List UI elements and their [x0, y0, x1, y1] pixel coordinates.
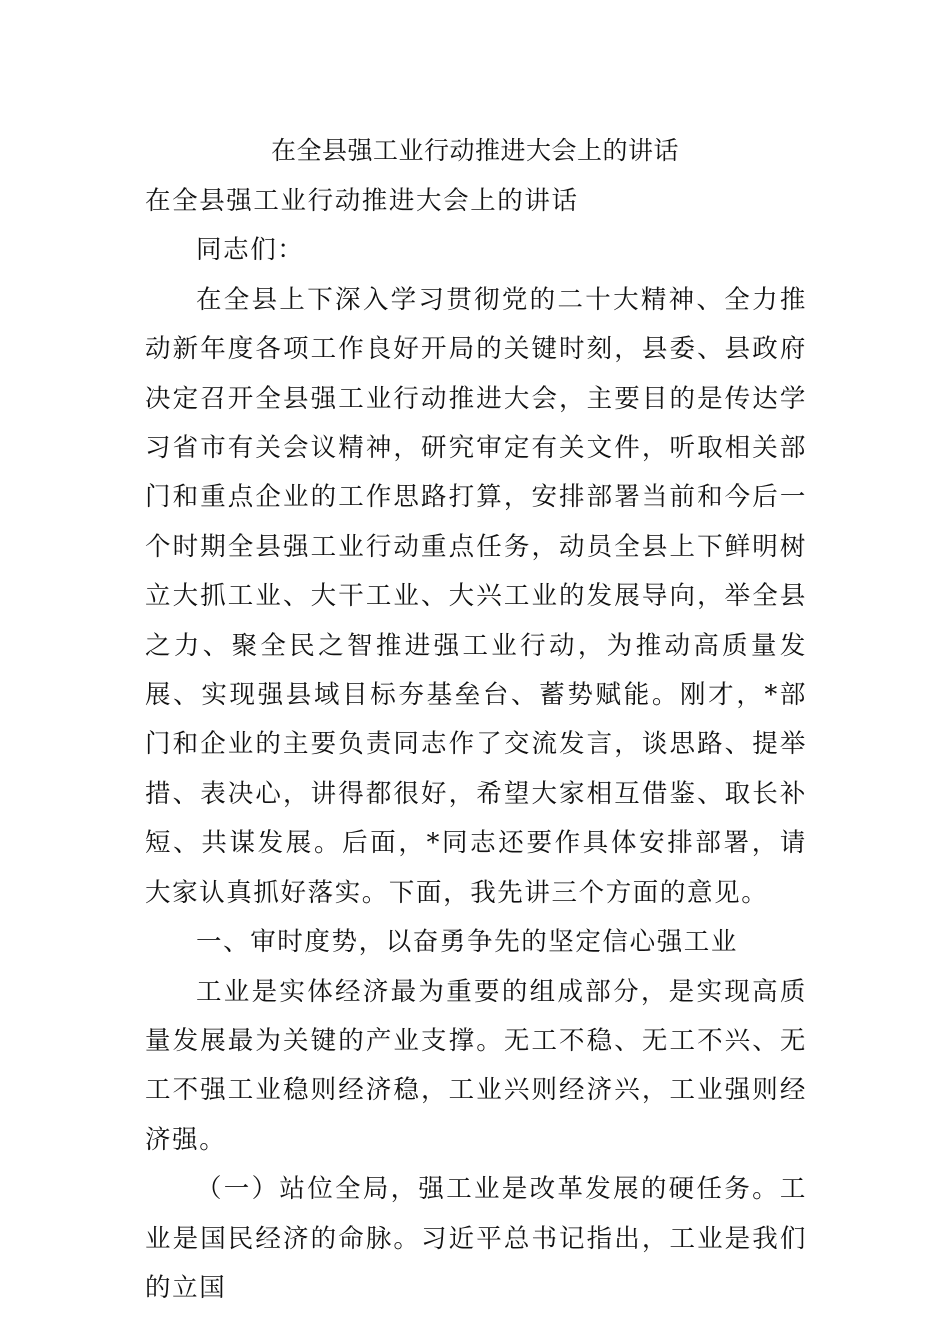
paragraph-subsection-1: （一）站位全局，强工业是改革发展的硬任务。工业是国民经济的命脉。习近平总书记指出，工业是我们的立国: [145, 1174, 807, 1303]
document-body: [145, 177, 807, 1313]
salutation: 同志们：: [196, 235, 305, 266]
section-heading-1: 一、审时度势，以奋勇争先的坚定信心强工业: [196, 927, 739, 958]
document-subtitle: 在全县强工业行动推进大会上的讲话: [145, 186, 579, 216]
paragraph-intro: 在全县上下深入学习贯彻党的二十大精神、全力推动新年度各项工作良好开局的关键时刻，县委、县政府决定召开全县强工业行动推进大会，主要目的是传达学习省市有关会议精神，研究审定有关文件，听取相关部门和重点企业的工作思路打算，安排部署当前和今后一个时期全县强工业行动重点任务，动员全县上下鲜明树立大抓工业、大干工业、大兴工业的发展导向，举全县之力、聚全民之智推进强工业行动，为推动高质量发展、实现强县域目标夯基垒台、蓄势赋能。刚才，*部门和企业的主要负责同志作了交流发言，谈思路、提举措、表决心，讲得都很好，希望大家相互借鉴、取长补短、共谋发展。后面，*同志还要作具体安排部署，请大家认真抓好落实。下面，我先讲三个方面的意见。: [145, 284, 807, 908]
paragraph-industry: 工业是实体经济最为重要的组成部分，是实现高质量发展最为关键的产业支撑。无工不稳、无工不兴、无工不强工业稳则经济稳，工业兴则经济兴，工业强则经济强。: [145, 976, 807, 1155]
document-title: 在全县强工业行动推进大会上的讲话: [270, 136, 679, 165]
